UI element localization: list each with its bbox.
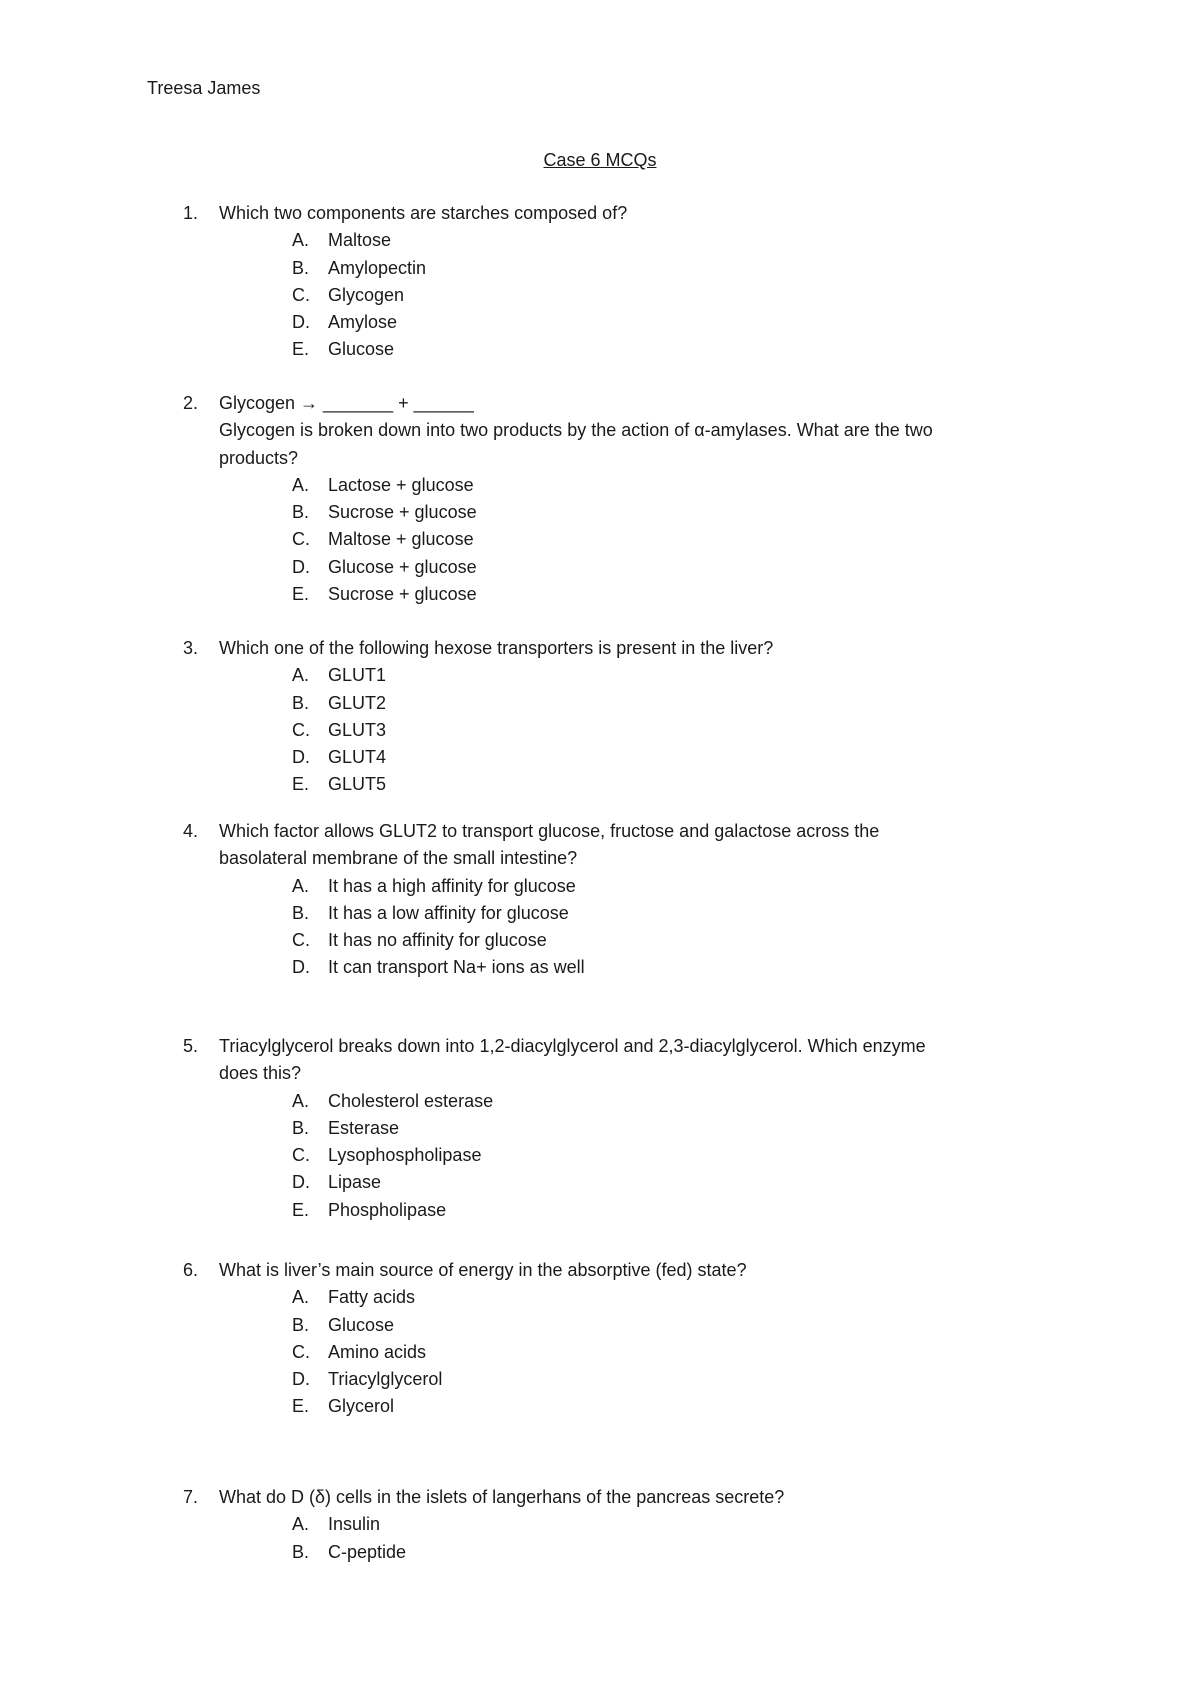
option-letter: A.: [292, 1514, 310, 1535]
option-letter: C.: [292, 1341, 310, 1362]
option-text: Sucrose + glucose: [328, 584, 477, 605]
option-text: Sucrose + glucose: [328, 502, 477, 523]
option-letter: A.: [292, 1090, 310, 1111]
question-number: 2.: [183, 393, 199, 413]
answer-option: [292, 1169, 1063, 1196]
option-text: Cholesterol esterase: [328, 1090, 494, 1111]
option-letter: B.: [292, 257, 310, 278]
option-text: Glucose: [328, 339, 395, 360]
option-text: Maltose + glucose: [328, 529, 474, 550]
option-letter: A.: [292, 1287, 310, 1308]
option-letter: B.: [292, 1117, 310, 1138]
option-text: Amylose: [328, 312, 398, 333]
answer-option: [292, 1312, 1063, 1339]
answer-option: [292, 336, 1063, 363]
answer-option: [292, 255, 1063, 282]
option-letter: A.: [292, 665, 310, 686]
option-text: It can transport Na+ ions as well: [328, 957, 585, 978]
question-6: [183, 1257, 1063, 1421]
option-text: Maltose: [328, 230, 392, 251]
option-text: It has no affinity for glucose: [328, 930, 547, 951]
option-letter: E.: [292, 1199, 310, 1220]
answer-options: [183, 227, 1063, 363]
answer-option: [292, 581, 1063, 608]
question-text: [219, 1257, 1063, 1284]
option-text: It has a high affinity for glucose: [328, 875, 576, 896]
option-text: GLUT4: [328, 747, 387, 768]
option-letter: E.: [292, 774, 310, 795]
author-name: Treesa James: [147, 78, 261, 98]
answer-option: [292, 1115, 1063, 1142]
option-letter: B.: [292, 902, 310, 923]
option-letter: D.: [292, 747, 310, 768]
answer-options: [183, 662, 1063, 798]
answer-option: [292, 717, 1063, 744]
option-text: Phospholipase: [328, 1199, 447, 1220]
question-number: 1.: [183, 203, 199, 223]
answer-option: [292, 1197, 1063, 1224]
answer-options: [183, 472, 1063, 608]
answer-option: [292, 1393, 1063, 1420]
answer-option: [292, 1511, 1063, 1538]
option-text: Glycerol: [328, 1396, 395, 1417]
option-letter: D.: [292, 957, 310, 978]
option-text: Glucose + glucose: [328, 556, 477, 577]
question-text: [219, 1033, 1063, 1088]
question-3: [183, 635, 1063, 799]
option-letter: C.: [292, 284, 310, 305]
question-text-line: Triacylglycerol breaks down into 1,2-diacylglycerol and 2,3-diacylglycerol. Which enzyme: [219, 1036, 926, 1056]
question-2: [183, 390, 1063, 608]
answer-option: [292, 744, 1063, 771]
answer-option: [292, 554, 1063, 581]
answer-option: [292, 1339, 1063, 1366]
question-text-line: products?: [219, 447, 299, 468]
option-letter: B.: [292, 692, 310, 713]
option-text: GLUT1: [328, 665, 387, 686]
answer-option: [292, 771, 1063, 798]
option-text: Lactose + glucose: [328, 474, 474, 495]
option-text: GLUT3: [328, 719, 387, 740]
question-text: [219, 635, 1063, 662]
question-text-line: Which factor allows GLUT2 to transport glucose, fructose and galactose across the: [219, 821, 880, 841]
answer-option: [292, 1142, 1063, 1169]
answer-options: [183, 1284, 1063, 1420]
answer-option: [292, 954, 1063, 981]
answer-option: [292, 690, 1063, 717]
option-text: Lysophospholipase: [328, 1145, 482, 1166]
option-text: C-peptide: [328, 1541, 407, 1562]
answer-option: [292, 662, 1063, 689]
answer-option: [292, 1284, 1063, 1311]
option-letter: E.: [292, 584, 310, 605]
option-letter: D.: [292, 1172, 310, 1193]
option-letter: E.: [292, 339, 310, 360]
question-text-line: Glycogen is broken down into two products by the action of α-amylases. What are the two: [219, 420, 933, 441]
option-letter: A.: [292, 474, 310, 495]
option-letter: D.: [292, 312, 310, 333]
question-text-line: What is liver’s main source of energy in the absorptive (fed) state?: [219, 1260, 747, 1280]
answer-option: [292, 900, 1063, 927]
option-letter: B.: [292, 1314, 310, 1335]
answer-option: [292, 309, 1063, 336]
option-text: GLUT5: [328, 774, 387, 795]
question-7: [183, 1484, 1063, 1566]
question-text: [219, 818, 1063, 873]
option-text: Amylopectin: [328, 257, 427, 278]
question-number: 7.: [183, 1487, 199, 1507]
option-text: Amino acids: [328, 1341, 427, 1362]
question-text-line: What do D (δ) cells in the islets of langerhans of the pancreas secrete?: [219, 1487, 785, 1507]
option-letter: C.: [292, 719, 310, 740]
question-text-line: Which one of the following hexose transporters is present in the liver?: [219, 638, 774, 658]
option-letter: B.: [292, 1541, 310, 1562]
answer-option: [292, 282, 1063, 309]
option-text: Esterase: [328, 1117, 400, 1138]
answer-options: [183, 1088, 1063, 1224]
question-1: [183, 200, 1063, 364]
option-text: Glycogen: [328, 284, 405, 305]
answer-option: [292, 472, 1063, 499]
question-number: 3.: [183, 638, 199, 658]
question-text-line: does this?: [219, 1063, 302, 1084]
question-text: [219, 200, 1063, 227]
question-4: [183, 818, 1063, 982]
answer-option: [292, 873, 1063, 900]
option-letter: B.: [292, 502, 310, 523]
option-letter: C.: [292, 529, 310, 550]
answer-option: [292, 227, 1063, 254]
option-text: Glucose: [328, 1314, 395, 1335]
question-5: [183, 1033, 1063, 1224]
question-text-line: basolateral membrane of the small intestine?: [219, 848, 578, 869]
option-text: GLUT2: [328, 692, 387, 713]
option-letter: A.: [292, 230, 310, 251]
option-letter: C.: [292, 1145, 310, 1166]
answer-option: [292, 1366, 1063, 1393]
option-letter: D.: [292, 1369, 310, 1390]
answer-option: [292, 499, 1063, 526]
option-letter: E.: [292, 1396, 310, 1417]
option-text: Insulin: [328, 1514, 381, 1535]
option-text: Triacylglycerol: [328, 1369, 443, 1390]
question-text: [219, 390, 1063, 472]
option-letter: D.: [292, 556, 310, 577]
answer-options: [183, 873, 1063, 982]
answer-options: [183, 1511, 1063, 1566]
question-number: 4.: [183, 821, 199, 841]
question-text-line: Glycogen → _______ + ______: [219, 393, 474, 413]
option-letter: C.: [292, 930, 310, 951]
answer-option: [292, 927, 1063, 954]
answer-option: [292, 526, 1063, 553]
option-text: Lipase: [328, 1172, 382, 1193]
document-title: Case 6 MCQs: [543, 150, 657, 170]
answer-option: [292, 1088, 1063, 1115]
question-number: 5.: [183, 1036, 199, 1056]
option-letter: A.: [292, 875, 310, 896]
question-number: 6.: [183, 1260, 199, 1280]
option-text: Fatty acids: [328, 1287, 416, 1308]
question-text-line: Which two components are starches composed of?: [219, 203, 628, 223]
question-text: [219, 1484, 1063, 1511]
answer-option: [292, 1539, 1063, 1566]
option-text: It has a low affinity for glucose: [328, 902, 569, 923]
